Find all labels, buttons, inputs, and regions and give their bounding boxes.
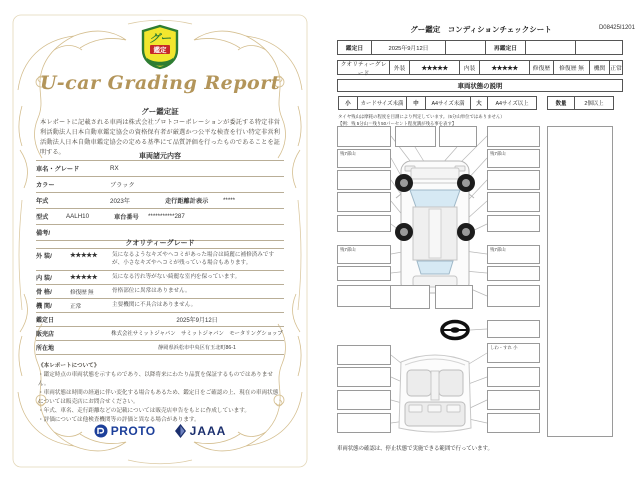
engine-value: 正常	[610, 66, 622, 72]
legend-small-value: カードサイズ未満	[357, 96, 407, 110]
callout-box	[337, 390, 391, 410]
kantei-date-label: 鑑定日	[338, 41, 372, 54]
spec-row-year: 年式 2023年 走行距離計表示 *****	[36, 193, 284, 209]
repair-history-label: 修復歴	[530, 61, 554, 74]
quantity-label: 数量	[547, 96, 575, 110]
svg-text:グー: グー	[149, 33, 171, 45]
logo-strip	[8, 424, 312, 438]
info-row-dealer: 販売店 株式会社サミットジャパン サミットジャパン モータリングショップ	[36, 327, 284, 341]
report-title: U-car Grading Report	[39, 72, 280, 94]
exterior-label: 外装	[390, 61, 410, 74]
note-item: ・鑑定時点の車両状態を示すものであり、以降将来にわたり品質を保証するものではありません。	[38, 372, 273, 387]
spec-section-title: 車両諸元内容	[139, 153, 181, 160]
re-kantei-date-value	[526, 41, 576, 54]
quality-grade-label: クオリティーグレード	[338, 61, 390, 74]
info-row-date: 鑑定日 2025年9月12日	[36, 313, 284, 327]
callout-box	[395, 126, 436, 147]
note-item: ・車両状態は時間の経過に伴い変化する場合もあるため、鑑定日をご確認の上、現在の車両状態については販売店にお問合せください。	[38, 390, 279, 405]
date-table	[337, 40, 623, 55]
size-legend	[338, 96, 536, 110]
callout-box	[487, 215, 540, 232]
callout-box	[337, 192, 391, 212]
car-top-view	[395, 161, 475, 293]
grade-row-exterior: 外 装/ ★★★★★ 気になるようなキズやヘコミがあった場合は綺麗に補修済みですが、小さなキズやヘコミが残っている場合もあります。	[36, 249, 284, 271]
tire-tread-box-rear-left: 残7部山	[337, 245, 391, 264]
callout-box	[487, 126, 540, 147]
callout-box	[337, 266, 391, 281]
callout-box	[487, 413, 540, 433]
grade-row-interior: 内 装/ ★★★★★ 気になる汚れ等がない綺麗な室内を保っています。	[36, 271, 284, 285]
tire-tread-box-front-left: 残7部山	[337, 149, 391, 168]
notes-title: 《本レポートについて》	[38, 363, 100, 369]
quantity-legend	[547, 96, 613, 110]
remarks-panel	[547, 126, 613, 437]
tire-tread-box-rear-right: 残7部山	[487, 245, 540, 264]
callout-box	[435, 285, 473, 309]
exterior-stars: ★★★★★	[410, 61, 460, 74]
quality-grade-table	[36, 248, 284, 355]
svg-text:鑑定: 鑑定	[153, 47, 167, 54]
re-kantei-date-label: 再鑑定日	[486, 41, 526, 54]
callout-box	[487, 285, 540, 307]
spec-row-model: 型式 AALH10 車台番号 ***********287	[36, 209, 284, 225]
certificate-statement: 本レポートに記載される車両は株式会社プロトコーポレーションが委託する特定非営利活動法人日本自動車鑑定協会の資格保有者が厳選かつ公平な検査を行い特定非営利活動法人日本自動車鑑定協会の定める基準にて品質評価を行ったものであることを証明する。	[40, 119, 280, 156]
callout-box	[337, 215, 391, 232]
jaaa-icon	[174, 424, 187, 438]
spec-row-color: カラー ブラック	[36, 177, 284, 193]
callout-box	[487, 390, 540, 410]
steering-wheel-icon	[442, 322, 468, 339]
jaaa-logo: JAAA	[174, 424, 227, 438]
repair-history-value: 修復歴 無	[554, 61, 590, 74]
callout-box	[337, 345, 391, 365]
spec-row-name: 車名・グレード RX	[36, 161, 284, 177]
legend-large-value: A4サイズ以上	[487, 96, 537, 110]
callout-box	[337, 285, 391, 307]
interior-label: 内装	[460, 61, 480, 74]
callout-box	[487, 266, 540, 281]
note-item: ・年式、車名、走行距離などの記載については販売店申告をもとに作成しています。	[38, 407, 251, 414]
sheet-footer: 車両状態の確認は、停止状態で実施できる範囲で行っています。	[337, 446, 493, 452]
grading-report-page	[8, 10, 312, 472]
report-subtitle: グー鑑定証	[141, 107, 179, 116]
report-notes	[38, 362, 282, 426]
sheet-doc-number: D08425I1201	[598, 25, 635, 31]
quantity-value: 2個以上	[574, 96, 614, 110]
spec-row-remarks: 備考/	[36, 225, 284, 241]
wheel-icon	[395, 174, 475, 241]
legend-small-label: 小	[338, 96, 358, 110]
interior-stars: ★★★★★	[480, 61, 530, 74]
grade-row-frame: 骨 格/ 修復歴 無 骨格部位に異常はありません。	[36, 285, 284, 299]
steering-callout-box	[487, 320, 540, 338]
vehicle-spec-table	[36, 160, 284, 241]
callout-box	[337, 126, 391, 147]
sheet-title: グー鑑定 コンディションチェックシート	[410, 25, 552, 34]
callout-box	[337, 413, 391, 433]
car-interior-view	[399, 355, 471, 432]
goo-kantei-emblem	[140, 24, 180, 70]
legend-medium-value: A4サイズ未満	[425, 96, 471, 110]
tire-note: タイヤ残山は摩耗の程度を目測により判定しています。（5分山単位ではありません） 【例：残 5分山＝残り50パーセント程度溝が残る事を表す】	[338, 114, 505, 126]
callout-box	[439, 126, 477, 147]
tire-tread-box-front-right: 残7部山	[487, 149, 540, 168]
info-row-address: 所在地 静岡県浜松市中央区有玉北町86-1	[36, 341, 284, 355]
empty-cell	[446, 41, 486, 54]
engine-label: 機関	[590, 61, 610, 74]
proto-icon	[94, 424, 108, 438]
condition-section-bar: 車両状態の説明	[337, 79, 623, 92]
grade-section-title: クオリティーグレード	[125, 240, 195, 247]
proto-logo: PROTO	[94, 424, 156, 438]
callout-box	[487, 170, 540, 190]
callout-box	[337, 367, 391, 387]
empty-cell	[576, 41, 622, 54]
callout-box	[487, 367, 540, 387]
callout-box	[487, 192, 540, 212]
callout-box	[337, 170, 391, 190]
grade-row-engine: 機 関/ 正常 主要機関に不具合はありません。	[36, 299, 284, 313]
legend-large-label: 大	[470, 96, 488, 110]
interior-wear-box: しわ・すれ 小	[487, 343, 540, 363]
callout-box	[390, 285, 430, 309]
legend-medium-label: 中	[406, 96, 426, 110]
condition-check-sheet	[325, 18, 637, 476]
kantei-date-value: 2025年9月12日	[372, 41, 446, 54]
grade-table	[337, 60, 623, 75]
note-item: ・評価については他検査機関等の評価と異なる場合があります。	[38, 417, 200, 424]
